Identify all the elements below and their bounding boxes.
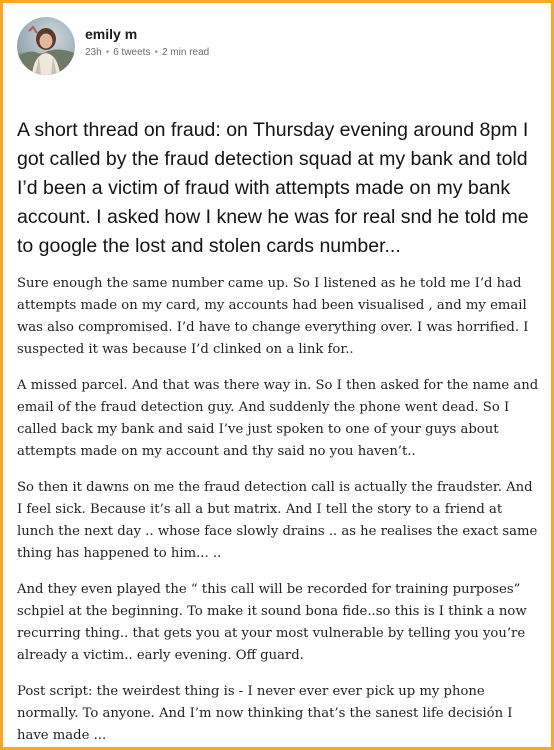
avatar[interactable] [17,17,75,75]
tweet-paragraph: So then it dawns on me the fraud detection call is actually the fraudster. And I feel sick. Because it’s all a but matrix. And I tell the story to a friend at lunch the next day .. whose face slowly drains .. as he realises the exact same thing has happened to him... .. [17,480,538,561]
read-time: 2 min read [161,46,210,58]
tweet-paragraph: Sure enough the same number came up. So I listened as he told me I’d had attempts made on my card, my accounts had been visualised , and my email was also compromised. I’d have to change everything over. I was horrified. I suspected it was because I’d clinked on a link for.. [17,276,529,357]
thread-content [17,116,539,750]
tweet-paragraph: A missed parcel. And that was there way in. So I then asked for the name and email of the fraud detection guy. And suddenly the phone went dead. So I called back my bank and said I’ve just spoken to one of your guys about attempts made on my account and thy said no you haven’t.. [17,378,539,459]
author-name[interactable]: emily m [85,25,138,42]
lead-tweet: A short thread on fraud: on Thursday evening around 8pm I got called by the fraud detection squad at my bank and told I’d been a victim of fraud with attempts made on my bank account. I asked how I knew he was for real snd he told me to google the lost and stolen cards number... [17,119,529,257]
separator-dot: • [154,46,158,58]
author-meta [85,25,209,60]
tweet-paragraph: And they even played the “ this call will be recorded for training purposes” schpiel at the beginning. To make it sound bona fide..so this is I think a now recurring thing.. that gets you at your most vulnerable by telling you you’re already a victim.. early evening. Off guard. [17,582,527,663]
user-avatar-photo-icon [17,17,75,75]
thread-age: 23h [85,46,102,58]
separator-dot: • [105,46,110,58]
thread-stats [85,46,209,60]
tweet-count: 6 tweets [113,46,151,58]
thread-header [17,17,209,75]
tweet-paragraph: Post script: the weirdest thing is - I never ever ever pick up my phone normally. To anyone. And I’m now thinking that’s the sanest life decisión I have made ... [17,684,513,743]
